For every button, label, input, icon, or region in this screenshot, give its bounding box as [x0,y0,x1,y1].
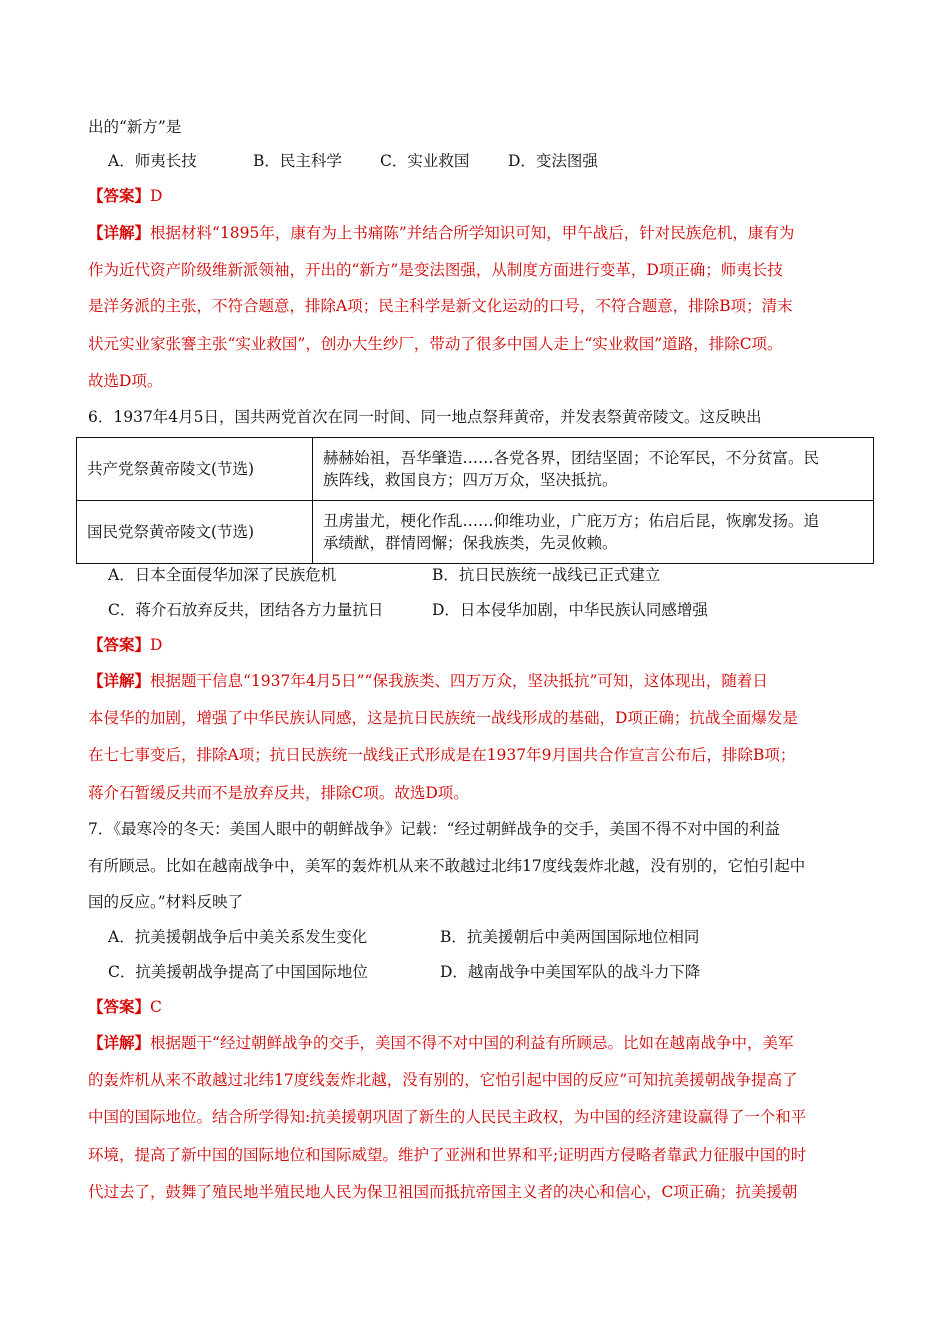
q6-detail-line-3: 在七七事变后，排除A项；抗日民族统一战线正式形成是在1937年9月国共合作宣言公布后，排除B项； [88,746,796,764]
q5-option-b: B．民主科学 [253,152,342,170]
q6-option-c: C．蒋介石放弃反共，团结各方力量抗日 [108,601,384,619]
q6-source-table [76,437,874,564]
q6-option-b: B．抗日民族统一战线已正式建立 [432,566,661,584]
q5-option-d: D．变法图强 [508,152,598,170]
table-cell-source: 国民党祭黄帝陵文(节选) [77,501,313,564]
q6-answer [88,635,162,655]
q7-stem-line-1: 7．《最寒冷的冬天：美国人眼中的朝鲜战争》记载：“经过朝鲜战争的交手，美国不得不对中国的利益 [88,820,781,838]
q5-detail-line-1 [88,223,794,243]
detail-text: 根据题干信息“1937年4月5日”“保我族类、四万万众，坚决抵抗”可知，这体现出，随着日 [150,672,768,690]
q6-detail-line-1 [88,671,768,691]
q5-option-c: C．实业救国 [380,152,470,170]
answer-label: 【答案】 [88,186,151,205]
table-text-line: 承绩猷，群情罔懈；保我族类，先灵攸赖。 [323,534,618,552]
table-text-line: 丑虏蚩尤，梗化作乱……仰维功业，广庇万方；佑启后昆，恢廓发扬。追 [323,512,820,530]
q5-detail-line-5: 故选D项。 [88,372,163,390]
q5-answer [88,186,162,206]
q7-stem-line-3: 国的反应。”材料反映了 [88,893,244,911]
detail-label: 【详解】 [88,1033,151,1052]
answer-label: 【答案】 [88,635,151,654]
q7-detail-line-1 [88,1033,793,1053]
q6-option-d: D．日本侵华加剧，中华民族认同感增强 [432,601,708,619]
table-row [77,438,874,501]
q7-option-b: B．抗美援朝后中美两国国际地位相同 [440,928,700,946]
answer-value: C [150,998,162,1016]
answer-value: D [150,187,163,205]
q5-stem-tail: 出的“新方”是 [88,118,182,136]
q7-detail-line-4: 环境，提高了新中国的国际地位和国际威望。维护了亚洲和世界和平;证明西方侵略者靠武力征服中国的时 [88,1146,807,1164]
q6-detail-line-4: 蒋介石暂缓反共而不是放弃反共，排除C项。故选D项。 [88,784,469,802]
q7-detail-line-2: 的轰炸机从来不敢越过北纬17度线轰炸北越，没有别的，它怕引起中国的反应”可知抗美援朝战争提高了 [88,1071,798,1089]
q6-stem: 6．1937年4月5日，国共两党首次在同一时间、同一地点祭拜黄帝，并发表祭黄帝陵文。这反映出 [88,408,762,426]
table-row [77,501,874,564]
q5-detail-line-3: 是洋务派的主张，不符合题意，排除A项；民主科学是新文化运动的口号，不符合题意，排除B项；清末 [88,297,793,315]
q7-detail-line-3: 中国的国际地位。结合所学得知:抗美援朝巩固了新生的人民民主政权，为中国的经济建设赢得了一个和平 [88,1108,807,1126]
answer-value: D [150,636,163,654]
table-text-line: 族阵线，救国良方；四万万众，坚决抵抗。 [323,471,618,489]
detail-text: 根据题干“经过朝鲜战争的交手，美国不得不对中国的利益有所顾忌。比如在越南战争中，美军 [150,1034,794,1052]
q6-option-a: A．日本全面侵华加深了民族危机 [108,566,337,584]
q7-option-c: C．抗美援朝战争提高了中国国际地位 [108,963,368,981]
q6-detail-line-2: 本侵华的加剧，增强了中华民族认同感，这是抗日民族统一战线形成的基础，D项正确；抗战全面爆发是 [88,709,798,727]
q7-detail-line-5: 代过去了，鼓舞了殖民地半殖民地人民为保卫祖国而抵抗帝国主义者的决心和信心，C项正确；抗美援朝 [88,1183,798,1201]
table-cell-source: 共产党祭黄帝陵文(节选) [77,438,313,501]
q5-detail-line-4: 状元实业家张謇主张“实业救国”，创办大生纱厂，带动了很多中国人走上“实业救国”道路，排除C项。 [88,335,783,353]
q5-option-a: A．师夷长技 [108,152,197,170]
detail-label: 【详解】 [88,223,151,242]
q7-stem-line-2: 有所顾忌。比如在越南战争中，美军的轰炸机从来不敢越过北纬17度线轰炸北越，没有别的，它怕引起中 [88,857,806,875]
answer-label: 【答案】 [88,997,151,1016]
detail-label: 【详解】 [88,671,151,690]
q5-detail-line-2: 作为近代资产阶级维新派领袖，开出的“新方”是变法图强，从制度方面进行变革，D项正确；师夷长技 [88,261,783,279]
table-cell-text [313,438,874,501]
q7-answer [88,997,162,1017]
q7-option-d: D．越南战争中美国军队的战斗力下降 [440,963,701,981]
table-cell-text [313,501,874,564]
detail-text: 根据材料“1895年，康有为上书痛陈”并结合所学知识可知，甲午战后，针对民族危机，康有为 [150,224,795,242]
table-text-line: 赫赫始祖，吾华肇造……各党各界，团结坚固；不论军民，不分贫富。民 [323,449,820,467]
q7-option-a: A．抗美援朝战争后中美关系发生变化 [108,928,368,946]
